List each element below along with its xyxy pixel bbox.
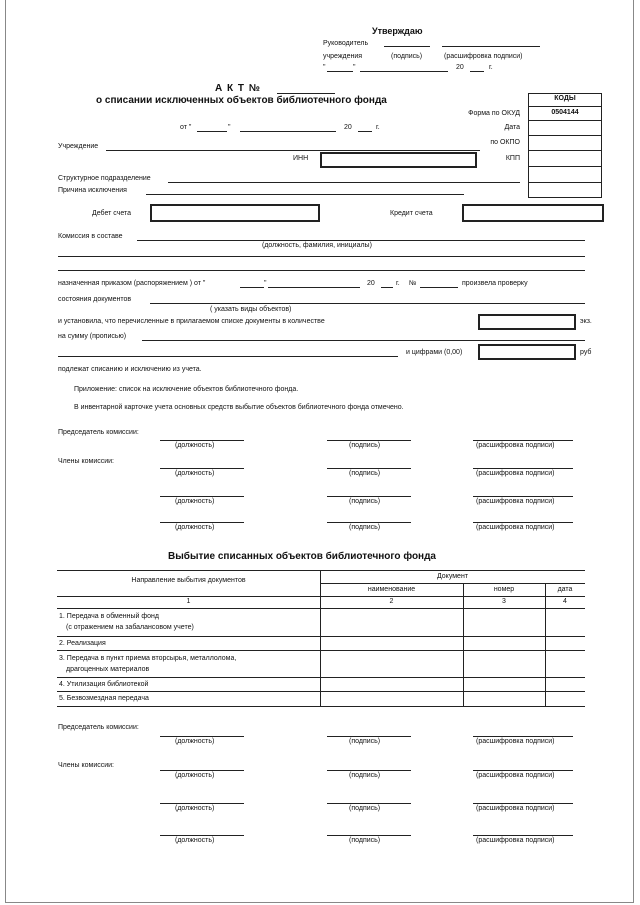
signature-sign-caption: (подпись) (349, 805, 381, 812)
signature-decode-caption: (расшифровка подписи) (476, 772, 555, 779)
signature-decode-line[interactable] (473, 522, 573, 523)
debit-label: Дебет счета (92, 210, 132, 217)
signature-sign-caption: (подпись) (349, 498, 381, 505)
table-row-divider (57, 650, 585, 651)
signature-position-caption: (должность) (175, 524, 215, 531)
okpo-label: по ОКПО (490, 139, 520, 146)
reason-label: Причина исключения (58, 187, 127, 194)
table-header-divider (57, 608, 585, 609)
table-header-divider (320, 583, 585, 584)
order-number-line[interactable] (420, 287, 458, 288)
docs-hint: ( указать виды объектов) (210, 306, 292, 313)
act-from-q: " (228, 124, 231, 131)
act-year: 20 (344, 124, 352, 131)
signature-sign-caption: (подпись) (349, 772, 381, 779)
chairman-label-2: Председатель комиссии: (58, 724, 139, 731)
signature-position-line[interactable] (160, 522, 244, 523)
approve-head-line[interactable] (384, 46, 430, 47)
row-1-line1: 1. Передача в обменный фонд (59, 613, 159, 620)
kpp-label: КПП (505, 155, 520, 162)
commission-line-3[interactable] (58, 270, 585, 271)
codes-row-divider (528, 182, 602, 183)
approve-quote-open: " (323, 64, 326, 71)
table-row-divider (57, 636, 585, 637)
signature-position-caption: (должность) (175, 498, 215, 505)
date-code-label: Дата (504, 124, 520, 131)
table-header-divider (57, 596, 585, 597)
order-year-suffix: г. (396, 280, 400, 287)
docs-sum-line-2[interactable] (58, 356, 398, 357)
col-num-4: 4 (563, 598, 567, 605)
signature-decode-caption: (расшифровка подписи) (476, 524, 555, 531)
signature-position-line[interactable] (160, 835, 244, 836)
signature-sign-caption: (подпись) (349, 470, 381, 477)
signature-decode-line[interactable] (473, 803, 573, 804)
act-year-line[interactable] (358, 131, 372, 132)
approve-title: Утверждаю (372, 26, 423, 36)
col-num-3: 3 (502, 598, 506, 605)
subdivision-label: Структурное подразделение (58, 175, 151, 182)
approve-head-label: Руководитель (323, 40, 369, 47)
approve-decode-line[interactable] (442, 46, 540, 47)
codes-row-divider (528, 166, 602, 167)
docs-state-label: состояния документов (58, 296, 132, 303)
signature-position-caption: (должность) (175, 442, 215, 449)
signature-decode-line[interactable] (473, 468, 573, 469)
row-5-line1: 5. Безвозмездная передача (59, 695, 149, 702)
approve-inst-label: учреждения (323, 53, 363, 60)
signature-sign-line[interactable] (327, 468, 411, 469)
row-1-line2: (с отражением на забалансовом учете) (66, 624, 194, 631)
signature-decode-line[interactable] (473, 496, 573, 497)
order-num: № (409, 280, 417, 287)
col-num-2: 2 (389, 598, 394, 605)
col-direction-header: Направление выбытия документов (131, 577, 246, 584)
okud-value: 0504144 (551, 109, 579, 116)
col-number-header: номер (493, 586, 515, 593)
subdivision-line[interactable] (168, 182, 520, 183)
approve-year-line[interactable] (470, 71, 484, 72)
signature-decode-line[interactable] (473, 736, 573, 737)
credit-box[interactable] (462, 204, 604, 222)
signature-decode-line[interactable] (473, 835, 573, 836)
inn-box[interactable] (320, 152, 477, 168)
commission-hint: (должность, фамилия, инициалы) (262, 242, 372, 249)
signature-position-caption: (должность) (175, 470, 215, 477)
act-month-line[interactable] (240, 131, 336, 132)
approve-month-line[interactable] (360, 71, 448, 72)
act-subtitle: о списании исключенных объектов библиотечного фонда (96, 95, 387, 106)
signature-position-line[interactable] (160, 770, 244, 771)
approve-quote-close: " (353, 64, 356, 71)
docs-digits-label: и цифрами (0,00) (406, 349, 463, 356)
order-text: назначенная приказом (распоряжением ) от " (58, 280, 206, 287)
signature-decode-line[interactable] (473, 440, 573, 441)
signature-decode-caption: (расшифровка подписи) (476, 805, 555, 812)
okud-label: Форма по ОКУД (468, 110, 520, 117)
institution-label: Учреждение (58, 143, 99, 150)
appendix-line-1: Приложение: список на исключение объектов библиотечного фонда. (74, 386, 299, 393)
institution-line[interactable] (106, 150, 480, 151)
signature-sign-line[interactable] (327, 803, 411, 804)
signature-position-line[interactable] (160, 440, 244, 441)
docs-subject: подлежат списанию и исключению из учета. (58, 366, 202, 373)
signature-decode-caption: (расшифровка подписи) (476, 738, 555, 745)
debit-box[interactable] (150, 204, 320, 222)
signature-sign-caption: (подпись) (349, 524, 381, 531)
order-checked: произвела проверку (462, 280, 528, 287)
table-row-divider (57, 677, 585, 678)
approve-decode-caption: (расшифровка подписи) (444, 53, 523, 60)
approve-day-line[interactable] (327, 71, 353, 72)
signature-sign-line[interactable] (327, 496, 411, 497)
members-label: Члены комиссии: (58, 458, 115, 465)
codes-row-divider (528, 120, 602, 121)
codes-header: КОДЫ (554, 95, 576, 102)
approve-year-suffix: г. (489, 64, 493, 71)
row-2-line1: 2. Реализация (59, 640, 106, 647)
appendix-line-2: В инвентарной карточке учета основных средств выбытие объектов библиотечного фонда отмечено. (74, 404, 404, 411)
row-4-line1: 4. Утилизация библиотекой (59, 681, 149, 688)
docs-established: и установила, что перечисленные в прилагаемом списке документы в количестве (58, 318, 325, 325)
codes-row-divider (528, 106, 602, 107)
signature-decode-caption: (расшифровка подписи) (476, 498, 555, 505)
signature-position-line[interactable] (160, 803, 244, 804)
signature-position-line[interactable] (160, 468, 244, 469)
signature-decode-caption: (расшифровка подписи) (476, 442, 555, 449)
signature-position-line[interactable] (160, 736, 244, 737)
act-number-line[interactable] (277, 93, 335, 94)
signature-decode-caption: (расшифровка подписи) (476, 470, 555, 477)
reason-line[interactable] (146, 194, 464, 195)
docs-sum-label: на сумму (прописью) (58, 333, 127, 340)
codes-row-divider (528, 150, 602, 151)
signature-sign-line[interactable] (327, 736, 411, 737)
order-year-line[interactable] (381, 287, 393, 288)
col-date-header: дата (557, 586, 573, 593)
docs-rub: руб (580, 349, 592, 356)
signature-position-caption: (должность) (175, 738, 215, 745)
copies-box[interactable] (478, 314, 576, 330)
order-month-line[interactable] (268, 287, 360, 288)
signature-sign-line[interactable] (327, 770, 411, 771)
signature-position-caption: (должность) (175, 837, 215, 844)
disposal-title: Выбытие списанных объектов библиотечного фонда (168, 551, 436, 562)
row-3-line2: драгоценных материалов (66, 666, 150, 673)
signature-position-caption: (должность) (175, 805, 215, 812)
order-day-line[interactable] (240, 287, 264, 288)
col-document-header: Документ (436, 573, 469, 580)
digits-box[interactable] (478, 344, 576, 360)
act-title: А К Т № (215, 83, 261, 94)
chairman-label: Председатель комиссии: (58, 429, 139, 436)
signature-position-line[interactable] (160, 496, 244, 497)
signature-position-caption: (должность) (175, 772, 215, 779)
signature-sign-caption: (подпись) (349, 738, 381, 745)
col-name-header: наименование (367, 586, 416, 593)
docs-sum-line[interactable] (142, 340, 585, 341)
docs-state-line[interactable] (150, 303, 585, 304)
act-year-suffix: г. (376, 124, 380, 131)
signature-sign-caption: (подпись) (349, 442, 381, 449)
signature-sign-caption: (подпись) (349, 837, 381, 844)
credit-label: Кредит счета (390, 210, 433, 217)
act-day-line[interactable] (197, 131, 227, 132)
codes-row-divider (528, 135, 602, 136)
signature-decode-line[interactable] (473, 770, 573, 771)
docs-copies: экз. (580, 318, 592, 325)
members-label-2: Члены комиссии: (58, 762, 115, 769)
inn-label: ИНН (293, 155, 309, 162)
order-year: 20 (367, 280, 375, 287)
commission-line[interactable] (137, 240, 585, 241)
approve-sign-caption: (подпись) (391, 53, 423, 60)
table-row-divider (57, 691, 585, 692)
row-3-line1: 3. Передача в пункт приема вторсырья, металлолома, (59, 655, 237, 662)
approve-year: 20 (456, 64, 464, 71)
act-from: от " (180, 124, 192, 131)
signature-sign-line[interactable] (327, 835, 411, 836)
commission-line-2[interactable] (58, 256, 585, 257)
order-q: " (264, 280, 267, 287)
commission-label: Комиссия в составе (58, 233, 123, 240)
signature-sign-line[interactable] (327, 440, 411, 441)
signature-decode-caption: (расшифровка подписи) (476, 837, 555, 844)
col-num-1: 1 (186, 598, 191, 605)
signature-sign-line[interactable] (327, 522, 411, 523)
